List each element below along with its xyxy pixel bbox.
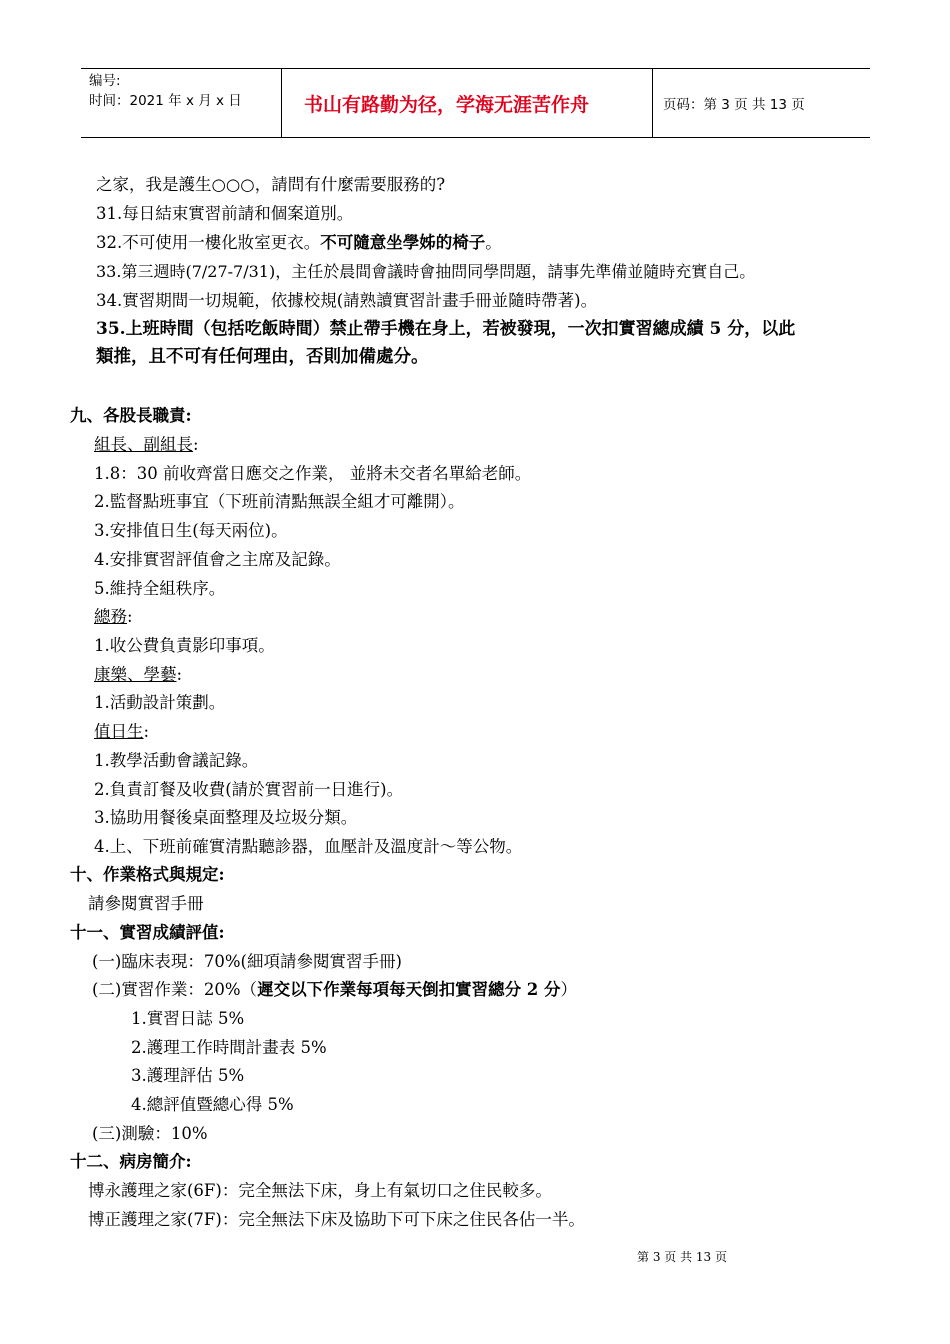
ward-item: 博正護理之家(7F)：完全無法下床及協助下可下床之住民各佔一半。 — [88, 1210, 585, 1229]
ward-item: 博永護理之家(6F)：完全無法下床，身上有氣切口之住民較多。 — [88, 1181, 552, 1200]
rule-35-line2: 類推，且不可有任何理由，否則加備處分。 — [96, 347, 429, 367]
group-leader-colon: : — [193, 435, 199, 454]
recreation-heading — [94, 664, 182, 686]
page-footer: 第 3 页 共 13 页 — [637, 1250, 727, 1264]
grade-item — [92, 979, 577, 1001]
group-leader-heading — [94, 434, 199, 456]
duty-student-colon: : — [143, 722, 150, 741]
rule-32-bold: 不可隨意坐學姊的椅子 — [320, 233, 486, 252]
section-11-heading: 十一、實習成績評值: — [70, 923, 225, 942]
list-item: 3.安排值日生(每天兩位)。 — [94, 521, 288, 540]
grade-item-text: (二)實習作業：20%（ — [92, 980, 258, 999]
list-item: 1.收公費負責影印事項。 — [94, 636, 275, 655]
rule-33: 33.第三週時(7/27-7/31)，主任於晨間會議時會抽問同學問題，請事先準備並隨時充實自己。 — [96, 262, 756, 281]
list-item: 1.教學活動會議記錄。 — [94, 751, 259, 770]
document-date: 时间：2021 年 x 月 x 日 — [89, 93, 242, 109]
general-affairs-title: 總務 — [94, 607, 127, 626]
grade-subitem: 1.實習日誌 5% — [131, 1009, 245, 1028]
rule-32-end: 。 — [485, 233, 502, 252]
duty-student-title: 值日生 — [94, 722, 144, 741]
header-page-info: 页码：第 3 页 共 13 页 — [663, 97, 805, 113]
document-number-label: 编号: — [89, 73, 121, 89]
duty-student-heading — [94, 721, 149, 743]
grade-subitem: 2.護理工作時間計畫表 5% — [131, 1038, 327, 1057]
header-motto: 书山有路勤为径，学海无涯苦作舟 — [282, 69, 653, 137]
list-item: 2.監督點班事宜（下班前清點無誤全組才可離開）。 — [94, 492, 465, 511]
text-line: 請參閱實習手冊 — [88, 894, 204, 913]
general-affairs-colon: : — [127, 607, 133, 626]
grade-item: (三)測驗：10% — [92, 1124, 208, 1143]
rule-31: 31.每日結束實習前請和個案道別。 — [96, 204, 354, 223]
group-leader-title: 組長、副組長 — [94, 435, 193, 454]
grade-item-end: ） — [560, 980, 578, 999]
list-item: 5.維持全組秩序。 — [94, 579, 226, 598]
list-item: 1.8：30 前收齊當日應交之作業， 並將未交者名單給老師。 — [94, 464, 532, 483]
recreation-colon: : — [176, 665, 183, 684]
section-12-heading: 十二、病房簡介: — [70, 1152, 192, 1171]
list-item: 3.協助用餐後桌面整理及垃圾分類。 — [94, 808, 358, 827]
rule-34: 34.實習期間一切規範，依據校規(請熟讀實習計畫手冊並隨時帶著)。 — [96, 291, 598, 310]
general-affairs-heading — [94, 606, 133, 628]
grade-subitem: 3.護理評估 5% — [131, 1066, 245, 1085]
recreation-title: 康樂、學藝 — [94, 665, 177, 684]
section-10-heading: 十、作業格式與規定: — [70, 865, 225, 884]
page-header-table — [81, 68, 870, 138]
grade-item: (一)臨床表現：70%(細項請參閱實習手冊) — [92, 952, 402, 971]
list-item: 2.負責訂餐及收費(請於實習前一日進行)。 — [94, 780, 404, 799]
list-item: 4.安排實習評值會之主席及記錄。 — [94, 550, 341, 569]
grade-subitem: 4.總評值暨總心得 5% — [131, 1095, 294, 1114]
rule-35-line1: 35.上班時間（包括吃飯時間）禁止帶手機在身上，若被發現，一次扣實習總成績 5 分，以此 — [96, 319, 796, 339]
text-line: 之家，我是護生○○○，請問有什麼需要服務的? — [96, 175, 446, 194]
rule-32-text: 32.不可使用一樓化妝室更衣。 — [96, 233, 321, 252]
list-item: 4.上、下班前確實清點聽診器，血壓計及溫度計～等公物。 — [94, 837, 523, 856]
list-item: 1.活動設計策劃。 — [94, 693, 226, 712]
section-9-heading: 九、各股長職責: — [70, 406, 192, 425]
rule-32 — [96, 232, 502, 254]
header-meta-cell — [81, 69, 282, 137]
grade-item-bold: 遲交以下作業每項每天倒扣實習總分 2 分 — [257, 980, 561, 999]
